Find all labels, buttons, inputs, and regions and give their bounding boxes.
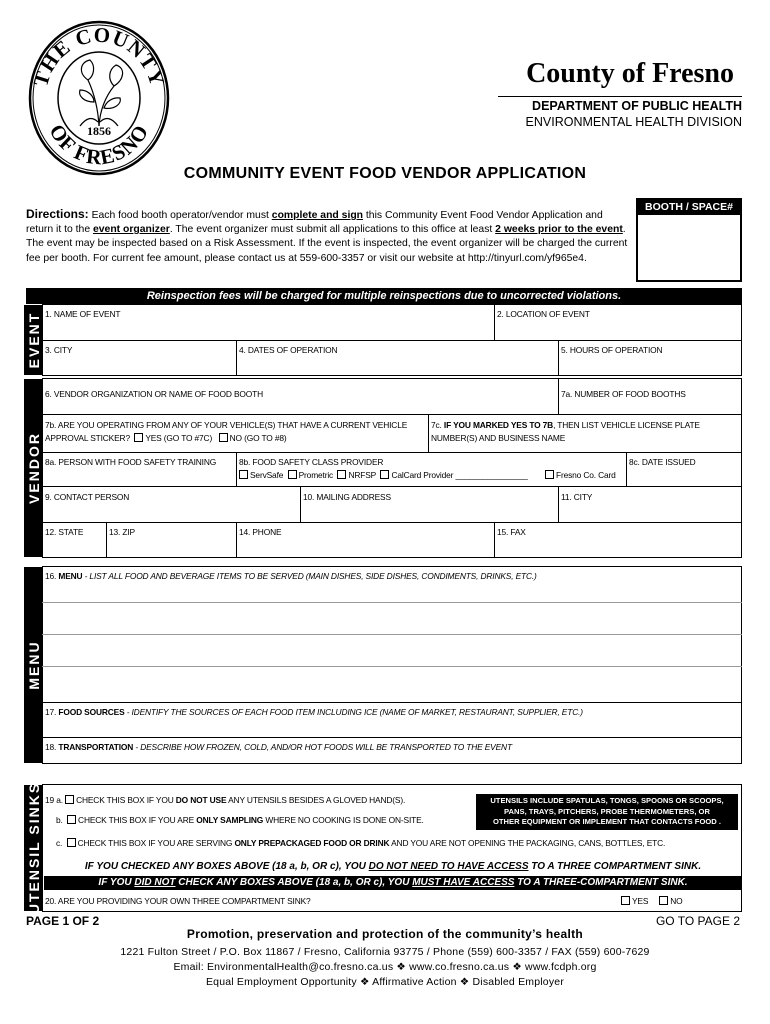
phone-field[interactable]: 14. PHONE (239, 527, 282, 537)
food-safety-person-field[interactable]: 8a. PERSON WITH FOOD SAFETY TRAINING (45, 457, 217, 467)
license-plate-field-line2: NUMBER(S) AND BUSINESS NAME (431, 433, 566, 443)
county-seal-logo (28, 18, 170, 176)
section-menu-label: MENU (24, 566, 43, 764)
department-name: DEPARTMENT OF PUBLIC HEALTH (498, 96, 742, 113)
own-sink-options: YES NO (621, 896, 682, 906)
county-title: County of Fresno (526, 58, 734, 89)
prometric-checkbox[interactable] (288, 470, 297, 479)
footer-eeo: Equal Employment Opportunity ❖ Affirmative Action ❖ Disabled Employer (205, 976, 565, 988)
event-name-field[interactable]: 1. NAME OF EVENT (45, 309, 121, 319)
no-sink-needed-note: IF YOU CHECKED ANY BOXES ABOVE (18 a, b, OR c), YOU DO NOT NEED TO HAVE ACCESS TO A THREE COMPARTMENT SINK. (84, 861, 702, 872)
reinspection-banner: Reinspection fees will be charged for multiple reinspections due to uncorrected violations. (26, 288, 742, 304)
mailing-address-field[interactable]: 10. MAILING ADDRESS (303, 492, 391, 502)
vehicle-no-checkbox[interactable] (219, 433, 228, 442)
svg-text:OF FRESNO: OF FRESNO (44, 119, 154, 170)
dates-of-operation-field[interactable]: 4. DATES OF OPERATION (239, 345, 338, 355)
hours-of-operation-field[interactable]: 5. HOURS OF OPERATION (561, 345, 663, 355)
nrfsp-checkbox[interactable] (337, 470, 346, 479)
section-utensil-label: UTENSIL SINKS (25, 781, 42, 915)
section-event-label: EVENT (24, 304, 43, 376)
food-sources-field[interactable]: 17. FOOD SOURCES - IDENTIFY THE SOURCES OF EACH FOOD ITEM INCLUDING ICE (NAME OF MARKET, RESTAURANT, SUPPLIER, ETC.) (45, 707, 583, 717)
prepackaged-option: c. CHECK THIS BOX IF YOU ARE SERVING ONLY PREPACKAGED FOOD OR DRINK AND YOU ARE NOT OPENING THE PACKAGING, CANS, BOTTLES, ETC. (56, 838, 666, 848)
prepackaged-checkbox[interactable] (67, 838, 76, 847)
form-title: COMMUNITY EVENT FOOD VENDOR APPLICATION (183, 165, 587, 182)
footer-motto: Promotion, preservation and protection of the community’s health (186, 927, 584, 941)
state-field[interactable]: 12. STATE (45, 527, 84, 537)
footer-address: 1221 Fulton Street / P.O. Box 11867 / Fresno, California 93775 / Phone (559) 600-3357 / FAX (559) 600-7629 (120, 946, 650, 958)
menu-field[interactable]: 16. MENU - LIST ALL FOOD AND BEVERAGE ITEMS TO BE SERVED (MAIN DISHES, SIDE DISHES, CONDIMENTS, DRINKS, ETC.) (45, 571, 537, 581)
number-of-booths-field[interactable]: 7a. NUMBER OF FOOD BOOTHS (561, 389, 686, 399)
servsafe-checkbox[interactable] (239, 470, 248, 479)
only-sampling-option: b. CHECK THIS BOX IF YOU ARE ONLY SAMPLING WHERE NO COOKING IS DONE ON-SITE. (56, 815, 424, 825)
calcard-checkbox[interactable] (380, 470, 389, 479)
utensils-note: UTENSILS INCLUDE SPATULAS, TONGS, SPOONS OR SCOOPS, PANS, TRAYS, PITCHERS, PROBE THERMOMETERS, OR OTHER EQUIPMENT OR IMPLEMENT THAT CONTACTS FOOD . (476, 794, 738, 830)
event-city-field[interactable]: 3. CITY (45, 345, 73, 355)
food-safety-provider-options: ServSafe Prometric NRFSP CalCard Provider ________________ (239, 470, 528, 480)
division-name: ENVIRONMENTAL HEALTH DIVISION (525, 115, 742, 129)
vendor-organization-field[interactable]: 6. VENDOR ORGANIZATION OR NAME OF FOOD BOOTH (45, 389, 263, 399)
vendor-section (42, 378, 742, 558)
section-vendor-label: VENDOR (24, 378, 43, 558)
fresno-card-option: Fresno Co. Card (545, 470, 616, 480)
no-utensils-option: 19 a. CHECK THIS BOX IF YOU DO NOT USE ANY UTENSILS BESIDES A GLOVED HAND(S). (45, 795, 406, 805)
svg-text:1856: 1856 (87, 124, 111, 138)
no-utensils-checkbox[interactable] (65, 795, 74, 804)
fax-field[interactable]: 15. FAX (497, 527, 526, 537)
sink-required-note: IF YOU DID NOT CHECK ANY BOXES ABOVE (18 a, b, OR c), YOU MUST HAVE ACCESS TO A THREE-COMPARTMENT SINK. (44, 876, 742, 890)
vehicle-question: 7b. ARE YOU OPERATING FROM ANY OF YOUR VEHICLE(S) THAT HAVE A CURRENT VEHICLE (45, 420, 408, 430)
zip-field[interactable]: 13. ZIP (109, 527, 135, 537)
vendor-city-field[interactable]: 11. CITY (561, 492, 593, 502)
license-plate-field[interactable]: 7c. IF YOU MARKED YES TO 7B, THEN LIST VEHICLE LICENSE PLATE (431, 420, 700, 430)
fresno-card-checkbox[interactable] (545, 470, 554, 479)
own-sink-no-checkbox[interactable] (659, 896, 668, 905)
directions-text: Directions: Each food booth operator/vendor must complete and sign this Community Event Food Vendor Application and return it to the event organizer. The event organizer must submit all applications to this office at least 2 weeks prior to the event. The event may be inspected based on a Risk Assessment. If the event is inspected, the event organizer will be charged the current fee per booth. For current fee amount, please contact us at 559-600-3357 or visit our website at http://tinyurl.com/yf965e4. (26, 207, 628, 264)
svg-text:THE COUNTY: THE COUNTY (28, 22, 170, 90)
go-to-page-2: GO TO PAGE 2 (655, 914, 740, 928)
page-number: PAGE 1 OF 2 (26, 914, 100, 928)
transportation-field[interactable]: 18. TRANSPORTATION - DESCRIBE HOW FROZEN, COLD, AND/OR HOT FOODS WILL BE TRANSPORTED TO THE EVENT (45, 742, 512, 752)
date-issued-field[interactable]: 8c. DATE ISSUED (629, 457, 696, 467)
booth-space-label: BOOTH / SPACE# (638, 200, 740, 215)
booth-space-box[interactable] (636, 198, 742, 282)
vehicle-yes-checkbox[interactable] (134, 433, 143, 442)
menu-section (42, 566, 742, 764)
vehicle-question-line2: APPROVAL STICKER? YES (GO TO #7C) NO (GO TO #8) (45, 433, 287, 443)
own-sink-yes-checkbox[interactable] (621, 896, 630, 905)
own-sink-question: 20. ARE YOU PROVIDING YOUR OWN THREE COMPARTMENT SINK? (45, 896, 311, 906)
only-sampling-checkbox[interactable] (67, 815, 76, 824)
event-location-field[interactable]: 2. LOCATION OF EVENT (497, 309, 590, 319)
footer-contact: Email: EnvironmentalHealth@co.fresno.ca.us ❖ www.co.fresno.ca.us ❖ www.fcdph.org (173, 961, 597, 973)
contact-person-field[interactable]: 9. CONTACT PERSON (45, 492, 130, 502)
food-safety-provider-label: 8b. FOOD SAFETY CLASS PROVIDER (239, 457, 384, 467)
